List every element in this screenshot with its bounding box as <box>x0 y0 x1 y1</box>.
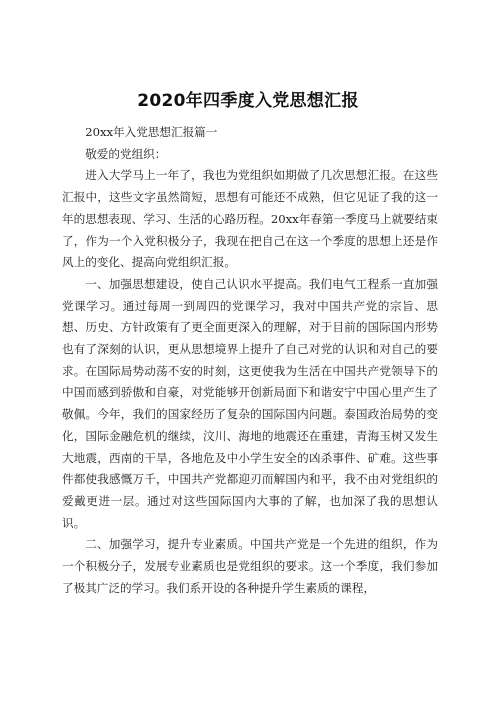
document-title: 2020年四季度入党思想汇报 <box>137 91 359 111</box>
subtitle-line: 20xx年入党思想汇报篇一 <box>85 125 218 139</box>
document-body <box>62 122 438 599</box>
paragraph: 进入大学马上一年了，我也为党组织如期做了几次思想汇报。在这些汇报中，这些文字虽然简短，思想有可能还不成熟，但它见证了我的这一年的思想表现、学习、生活的心路历程。20xx年春第一季度马上就要结束了，作为一个入党积极分子，我现在把自己在这一个季度的思想上还是作风上的变化、提高向党组织汇报。 <box>62 168 438 270</box>
paragraph: 一、加强思想建设，使自己认识水平提高。我们电气工程系一直加强党课学习。通过每周一到周四的党课学习，我对中国共产党的宗旨、思想、历史、方针政策有了更全面更深入的理解，对于目前的国际国内形势也有了深刻的认识，更从思想境界上提升了自己对党的认识和对自己的要求。在国际局势动荡不安的时刻，这更使我为生活在中国共产党领导下的中国而感到骄傲和自豪，对党能够开创新局面下和谐安宁中国心里产生了敬佩。今年，我们的国家经历了复杂的国际国内问题。泰国政治局势的变化，国际金融危机的继续，汶川、海地的地震还在重建，青海玉树又发生大地震，西南的干旱，各地危及中小学生安全的凶杀事件、矿难。这些事件都使我感慨万千，中国共产党都迎刃而解国内和平，我不由对党组织的爱戴更进一层。通过对这些国际国内大事的了解，也加深了我的思想认识。 <box>62 276 438 530</box>
salutation-line: 敬爱的党组织： <box>85 146 167 161</box>
paragraph: 二、加强学习，提升专业素质。中国共产党是一个先进的组织，作为一个积极分子，发展专业素质也是党组织的要求。这一个季度，我们参加了极其广泛的学习。我们系开设的各种提升学生素质的课程， <box>62 537 438 595</box>
